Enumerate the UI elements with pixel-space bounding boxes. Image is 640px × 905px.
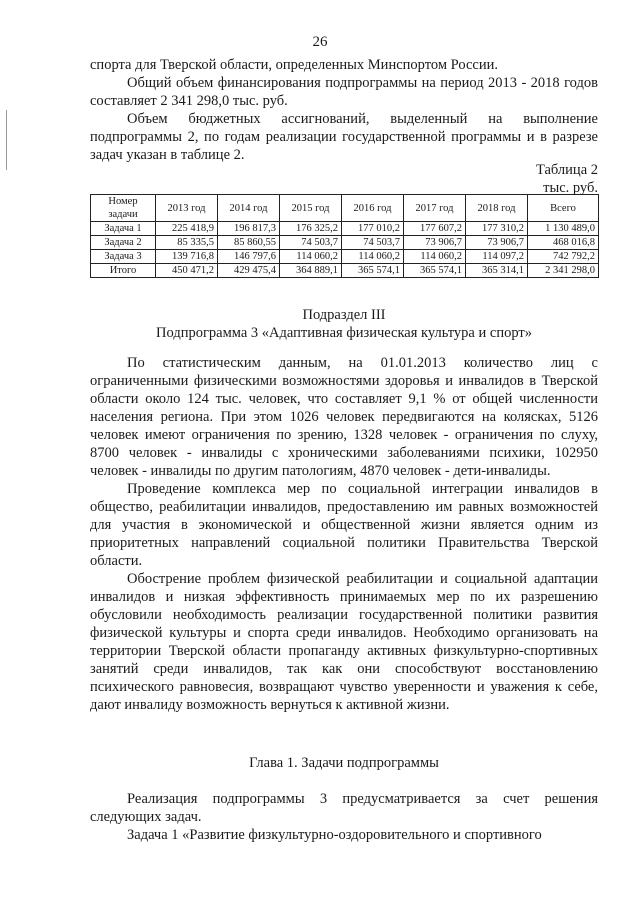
table-cell: 73 906,7: [404, 236, 466, 250]
chapter-paragraph-2: Задача 1 «Развитие физкультурно-оздоровительного и спортивного: [127, 827, 542, 843]
table-cell-total: 468 016,8: [528, 236, 599, 250]
table-cell: 114 060,2: [342, 250, 404, 264]
allocation-paragraph: Объем бюджетных ассигнований, выделенный на выполнение подпрограммы 2, по годам реализации государственной программы и в разрезе задач указан в таблице 2.: [90, 111, 598, 163]
header-task-number: Номер задачи: [91, 195, 156, 222]
table-cell: 225 418,9: [156, 222, 218, 236]
table-cell: 114 097,2: [466, 250, 528, 264]
table-row: [91, 222, 599, 236]
table-cell: 365 574,1: [342, 264, 404, 278]
table-cell: 177 310,2: [466, 222, 528, 236]
table-cell: 176 325,2: [280, 222, 342, 236]
header-2018: 2018 год: [466, 195, 528, 222]
header-2014: 2014 год: [218, 195, 280, 222]
header-total: Всего: [528, 195, 599, 222]
funding-table: [90, 194, 599, 278]
header-2015: 2015 год: [280, 195, 342, 222]
table-cell: 364 889,1: [280, 264, 342, 278]
table-caption: Таблица 2: [535, 162, 598, 178]
row-label: Задача 2: [91, 236, 156, 250]
table-cell: 114 060,2: [280, 250, 342, 264]
table-cell: 196 817,3: [218, 222, 280, 236]
row-label: Задача 3: [91, 250, 156, 264]
table-caption-block: [90, 161, 598, 197]
statistics-paragraph: По статистическим данным, на 01.01.2013 количество лиц с ограниченными физическими возможностями здоровья и инвалидов в Тверской области около 124 тыс. человек, что составляет 9,1 % от общей численности населения региона. При этом 1026 человек передвигаются на колясках, 5126 человек имеют ограничения по зрению, 1328 человек - ограничения по слуху, 8700 человек - инвалиды с хроническими заболеваниями психики, 102950 человек - инвалиды по другим патологиям, 4870 человек - дети-инвалиды.: [90, 355, 598, 479]
subsection-heading: [90, 306, 598, 342]
table-row: [91, 250, 599, 264]
table-row: [91, 236, 599, 250]
table-units: тыс. руб.: [543, 180, 598, 196]
integration-paragraph: Проведение комплекса мер по социальной интеграции инвалидов в общество, реабилитации инвалидов, предоставлению им равных возможностей для участия в экономической и общественной жизни является одним из приоритетных направлений социальной политики Правительства Тверской области.: [90, 481, 598, 569]
table-cell: 177 010,2: [342, 222, 404, 236]
rehabilitation-paragraph: Обострение проблем физической реабилитации и социальной адаптации инвалидов и низкая эффективность принимаемых мер по их разрешению обусловили необходимость реализации государственной политики развития физической культуры и спорта среди инвалидов. Необходимо организовать на территории Тверской области пропаганду активных физкультурно-спортивных занятий среди инвалидов, так как они способствуют восстановлению психического равновесия, возвращают чувство уверенности и уважения к себе, дают инвалиду возможность вернуться к активной жизни.: [90, 571, 598, 713]
subsection-title: Подраздел III: [302, 307, 386, 323]
table-cell: 146 797,6: [218, 250, 280, 264]
header-2016: 2016 год: [342, 195, 404, 222]
chapter-paragraph-1: Реализация подпрограммы 3 предусматривается за счет решения следующих задач.: [90, 791, 598, 825]
table-cell: 177 607,2: [404, 222, 466, 236]
table-cell-total: 1 130 489,0: [528, 222, 599, 236]
table-total-row: [91, 264, 599, 278]
page-number: 26: [312, 34, 328, 50]
subsection-subtitle: Подпрограмма 3 «Адаптивная физическая культура и спорт»: [156, 325, 532, 341]
table-cell: 85 860,55: [218, 236, 280, 250]
table-cell: 73 906,7: [466, 236, 528, 250]
chapter-heading: Глава 1. Задачи подпрограммы: [249, 755, 439, 771]
header-2013: 2013 год: [156, 195, 218, 222]
table-cell: 450 471,2: [156, 264, 218, 278]
table-header-row: [91, 195, 599, 222]
table-cell-total: 2 341 298,0: [528, 264, 599, 278]
header-2017: 2017 год: [404, 195, 466, 222]
table-cell: 429 475,4: [218, 264, 280, 278]
intro-continuation-line: спорта для Тверской области, определенных Минспортом России.: [90, 57, 498, 73]
funding-paragraph: Общий объем финансирования подпрограммы на период 2013 - 2018 годов составляет 2 341 298,0 тыс. руб.: [90, 75, 598, 109]
table-cell: 114 060,2: [404, 250, 466, 264]
intro-block: [90, 56, 598, 164]
table-cell: 365 314,1: [466, 264, 528, 278]
body-block: [90, 354, 598, 714]
chapter-body: [90, 790, 598, 844]
table-cell: 85 335,5: [156, 236, 218, 250]
table-cell-total: 742 792,2: [528, 250, 599, 264]
table-cell: 74 503,7: [342, 236, 404, 250]
scan-margin-mark: [6, 110, 7, 170]
table-cell: 365 574,1: [404, 264, 466, 278]
row-label: Задача 1: [91, 222, 156, 236]
table-cell: 139 716,8: [156, 250, 218, 264]
table-cell: 74 503,7: [280, 236, 342, 250]
row-label: Итого: [91, 264, 156, 278]
